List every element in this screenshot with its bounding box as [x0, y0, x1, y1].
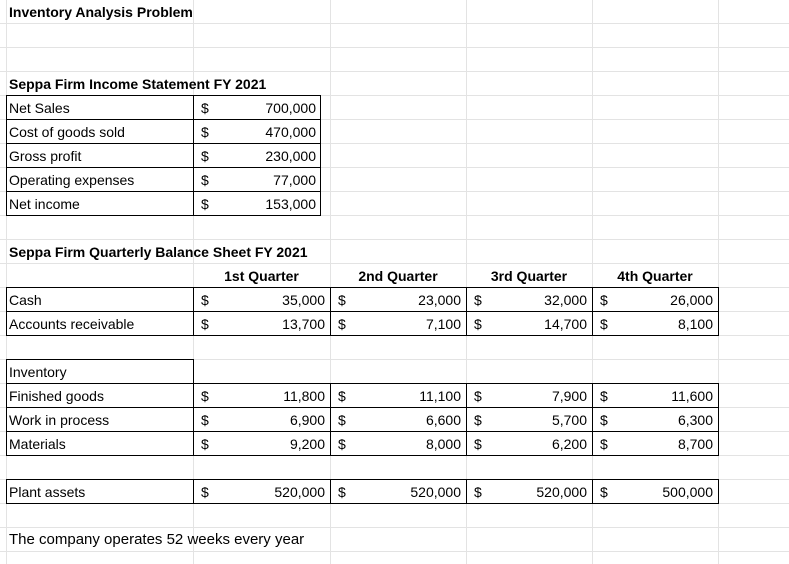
currency-symbol: $ — [474, 484, 482, 500]
wip-q2: 6,600 — [425, 412, 461, 428]
operating-weeks-note: The company operates 52 weeks every year — [9, 531, 305, 548]
currency-symbol: $ — [338, 436, 346, 452]
quarter-header-2: 2nd Quarter — [358, 268, 438, 284]
currency-symbol: $ — [338, 316, 346, 332]
cash-q3: 32,000 — [544, 292, 587, 308]
wip-q4: 6,300 — [677, 412, 713, 428]
inventory-label: Inventory — [9, 364, 67, 380]
income-label-net-sales: Net Sales — [9, 100, 70, 116]
quarter-header-3: 3rd Quarter — [490, 268, 568, 284]
currency-symbol: $ — [201, 100, 209, 116]
plant-q2: 520,000 — [410, 484, 461, 500]
currency-symbol: $ — [600, 292, 608, 308]
mat-q1: 9,200 — [289, 436, 325, 452]
balance-label-materials: Materials — [9, 436, 66, 452]
currency-symbol: $ — [338, 388, 346, 404]
currency-symbol: $ — [474, 292, 482, 308]
currency-symbol: $ — [338, 412, 346, 428]
cash-q2: 23,000 — [418, 292, 461, 308]
balance-label-finished-goods: Finished goods — [9, 388, 104, 404]
currency-symbol: $ — [474, 316, 482, 332]
balance-label-wip: Work in process — [9, 412, 110, 428]
fg-q3: 7,900 — [551, 388, 587, 404]
plant-q1: 520,000 — [274, 484, 325, 500]
currency-symbol: $ — [201, 292, 209, 308]
ar-q3: 14,700 — [544, 316, 587, 332]
currency-symbol: $ — [201, 436, 209, 452]
income-value-cogs: 470,000 — [265, 124, 316, 140]
ar-q4: 8,100 — [677, 316, 713, 332]
currency-symbol: $ — [201, 316, 209, 332]
sheet-title: Inventory Analysis Problem — [9, 4, 193, 20]
income-label-net-income: Net income — [9, 196, 80, 212]
balance-heading: Seppa Firm Quarterly Balance Sheet FY 2021 — [9, 244, 308, 260]
currency-symbol: $ — [474, 388, 482, 404]
income-heading: Seppa Firm Income Statement FY 2021 — [9, 76, 267, 92]
currency-symbol: $ — [600, 388, 608, 404]
currency-symbol: $ — [338, 484, 346, 500]
currency-symbol: $ — [201, 484, 209, 500]
currency-symbol: $ — [201, 196, 209, 212]
ar-q1: 13,700 — [282, 316, 325, 332]
cash-q1: 35,000 — [282, 292, 325, 308]
currency-symbol: $ — [201, 388, 209, 404]
wip-q1: 6,900 — [289, 412, 325, 428]
ar-q2: 7,100 — [425, 316, 461, 332]
mat-q3: 6,200 — [551, 436, 587, 452]
quarter-header-1: 1st Quarter — [224, 268, 299, 284]
balance-label-ar: Accounts receivable — [9, 316, 135, 332]
currency-symbol: $ — [201, 412, 209, 428]
plant-q4: 500,000 — [662, 484, 713, 500]
fg-q1: 11,800 — [283, 388, 325, 404]
fg-q2: 11,100 — [419, 388, 461, 404]
balance-label-cash: Cash — [9, 292, 42, 308]
currency-symbol: $ — [474, 436, 482, 452]
mat-q2: 8,000 — [425, 436, 461, 452]
plant-q3: 520,000 — [536, 484, 587, 500]
wip-q3: 5,700 — [551, 412, 587, 428]
income-label-opex: Operating expenses — [9, 172, 135, 188]
income-value-gross-profit: 230,000 — [265, 148, 316, 164]
cash-q4: 26,000 — [670, 292, 713, 308]
income-value-opex: 77,000 — [273, 172, 316, 188]
income-value-net-income: 153,000 — [265, 196, 316, 212]
currency-symbol: $ — [600, 436, 608, 452]
currency-symbol: $ — [474, 412, 482, 428]
currency-symbol: $ — [201, 124, 209, 140]
fg-q4: 11,600 — [671, 388, 713, 404]
currency-symbol: $ — [600, 412, 608, 428]
income-label-gross-profit: Gross profit — [9, 148, 82, 164]
currency-symbol: $ — [338, 292, 346, 308]
income-label-cogs: Cost of goods sold — [9, 124, 125, 140]
balance-label-plant-assets: Plant assets — [9, 484, 86, 500]
currency-symbol: $ — [600, 316, 608, 332]
income-value-net-sales: 700,000 — [265, 100, 316, 116]
quarter-header-4: 4th Quarter — [617, 268, 693, 284]
currency-symbol: $ — [600, 484, 608, 500]
currency-symbol: $ — [201, 172, 209, 188]
mat-q4: 8,700 — [677, 436, 713, 452]
currency-symbol: $ — [201, 148, 209, 164]
